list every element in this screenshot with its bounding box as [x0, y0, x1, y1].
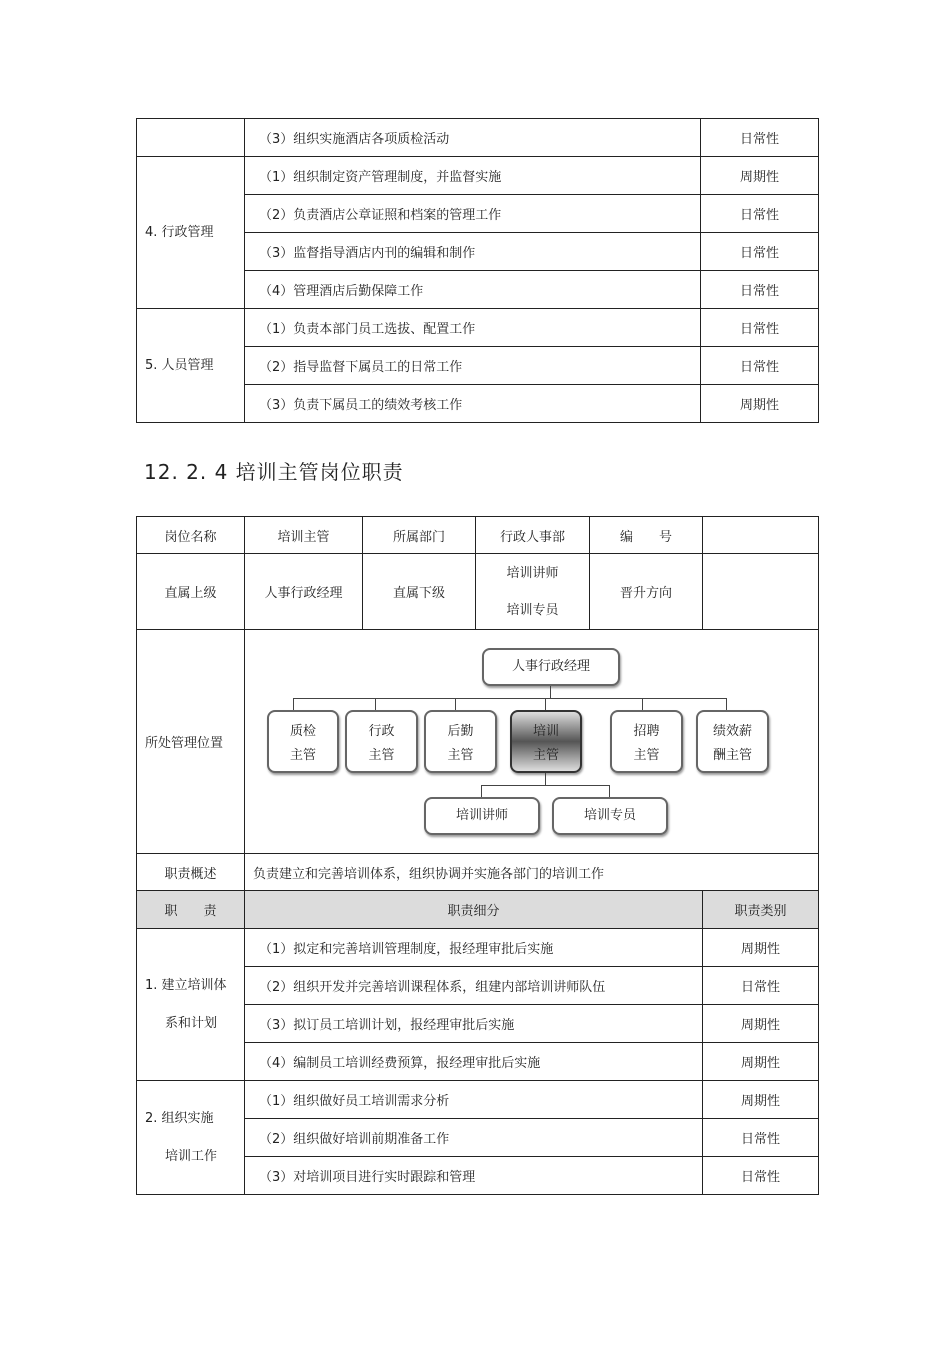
duty-type: 周期性 [703, 1043, 819, 1081]
duty-header: 职 责 [137, 891, 245, 929]
dept-value: 行政人事部 [476, 517, 590, 554]
number-value [703, 517, 819, 554]
duty-item: （1）组织做好员工培训需求分析 [245, 1081, 703, 1119]
org-connector [481, 785, 609, 786]
duty-item: （4）编制员工培训经费预算，报经理审批后实施 [245, 1043, 703, 1081]
duty-type: 日常性 [703, 1119, 819, 1157]
category-cell: 4. 行政管理 [137, 157, 245, 309]
number-label: 编 号 [590, 517, 703, 554]
duty-item: （2）负责酒店公章证照和档案的管理工作 [245, 195, 701, 233]
duty-type: 周期性 [701, 157, 819, 195]
promotion-label: 晋升方向 [590, 554, 703, 630]
org-node-peer: 绩效薪 酬主管 [696, 710, 769, 773]
duty-type: 日常性 [701, 347, 819, 385]
table-row [137, 309, 819, 347]
org-connector [481, 785, 482, 797]
org-connector [293, 698, 726, 699]
duty-item: （1）负责本部门员工选拔、配置工作 [245, 309, 701, 347]
duty-item: （3）负责下属员工的绩效考核工作 [245, 385, 701, 423]
summary-label: 职责概述 [137, 854, 245, 891]
org-connector [375, 698, 376, 710]
duty-item: （2）组织做好培训前期准备工作 [245, 1119, 703, 1157]
job-description-table [136, 516, 819, 1195]
post-name-value: 培训主管 [245, 517, 363, 554]
org-chart-cell [245, 630, 819, 854]
post-name-label: 岗位名称 [137, 517, 245, 554]
duty-type: 日常性 [701, 195, 819, 233]
org-node-sub: 培训专员 [552, 797, 668, 835]
promotion-value [703, 554, 819, 630]
duty-item: （3）拟订员工培训计划，报经理审批后实施 [245, 1005, 703, 1043]
duty-item: （3）对培训项目进行实时跟踪和管理 [245, 1157, 703, 1195]
table-header-row [137, 891, 819, 929]
duty-type: 日常性 [703, 967, 819, 1005]
duty-type: 日常性 [701, 233, 819, 271]
duty-type: 周期性 [701, 385, 819, 423]
table-row [137, 929, 819, 967]
org-node-peer: 后勤 主管 [424, 710, 497, 773]
duty-type: 周期性 [703, 1081, 819, 1119]
org-connector [293, 698, 294, 710]
subordinate-value [476, 554, 590, 630]
org-connector [545, 773, 546, 785]
duty-type: 日常性 [703, 1157, 819, 1195]
table-row [137, 554, 819, 630]
table-row [137, 1081, 819, 1119]
category-cell [137, 119, 245, 157]
duty-item: （2）指导监督下属员工的日常工作 [245, 347, 701, 385]
duty-type: 周期性 [703, 929, 819, 967]
duty-item: （1）拟定和完善培训管理制度，报经理审批后实施 [245, 929, 703, 967]
subordinate-label: 直属下级 [363, 554, 476, 630]
duty-type: 周期性 [703, 1005, 819, 1043]
category-cell: 5. 人员管理 [137, 309, 245, 423]
duty-item: （3）监督指导酒店内刊的编辑和制作 [245, 233, 701, 271]
type-header: 职责类别 [703, 891, 819, 929]
dept-label: 所属部门 [363, 517, 476, 554]
duty-item: （1）组织制定资产管理制度，并监督实施 [245, 157, 701, 195]
org-connector [455, 698, 456, 710]
detail-header: 职责细分 [245, 891, 703, 929]
table-row [137, 630, 819, 854]
org-chart [245, 631, 818, 853]
subordinate-1: 培训讲师 [506, 565, 559, 581]
org-node-peer: 质检 主管 [267, 710, 339, 773]
org-connector [545, 698, 546, 710]
table-row [137, 517, 819, 554]
org-connector [609, 785, 610, 797]
summary-text: 负责建立和完善培训体系，组织协调并实施各部门的培训工作 [245, 854, 819, 891]
subordinate-2: 培训专员 [506, 602, 559, 618]
org-node-manager: 人事行政经理 [482, 648, 620, 686]
table-row [137, 157, 819, 195]
duty-type: 日常性 [701, 309, 819, 347]
section-title: 12. 2. 4 培训主管岗位职责 [144, 460, 404, 484]
duty-item: （3）组织实施酒店各项质检活动 [245, 119, 701, 157]
duty-item: （2）组织开发并完善培训课程体系，组建内部培训讲师队伍 [245, 967, 703, 1005]
superior-label: 直属上级 [137, 554, 245, 630]
category-cell: 1. 建立培训体 系和计划 [137, 929, 245, 1081]
org-connector [642, 698, 643, 710]
duty-type: 日常性 [701, 271, 819, 309]
table-row [137, 119, 819, 157]
org-connector [726, 698, 727, 710]
org-node-sub: 培训讲师 [424, 797, 540, 835]
superior-value: 人事行政经理 [245, 554, 363, 630]
org-node-peer: 招聘 主管 [610, 710, 683, 773]
duty-table-continued [136, 118, 819, 423]
duty-item: （4）管理酒店后勤保障工作 [245, 271, 701, 309]
table-row [137, 854, 819, 891]
org-node-self: 培训 主管 [510, 710, 582, 773]
org-node-peer: 行政 主管 [345, 710, 418, 773]
position-label: 所处管理位置 [137, 630, 245, 854]
duty-type: 日常性 [701, 119, 819, 157]
category-cell: 2. 组织实施 培训工作 [137, 1081, 245, 1195]
